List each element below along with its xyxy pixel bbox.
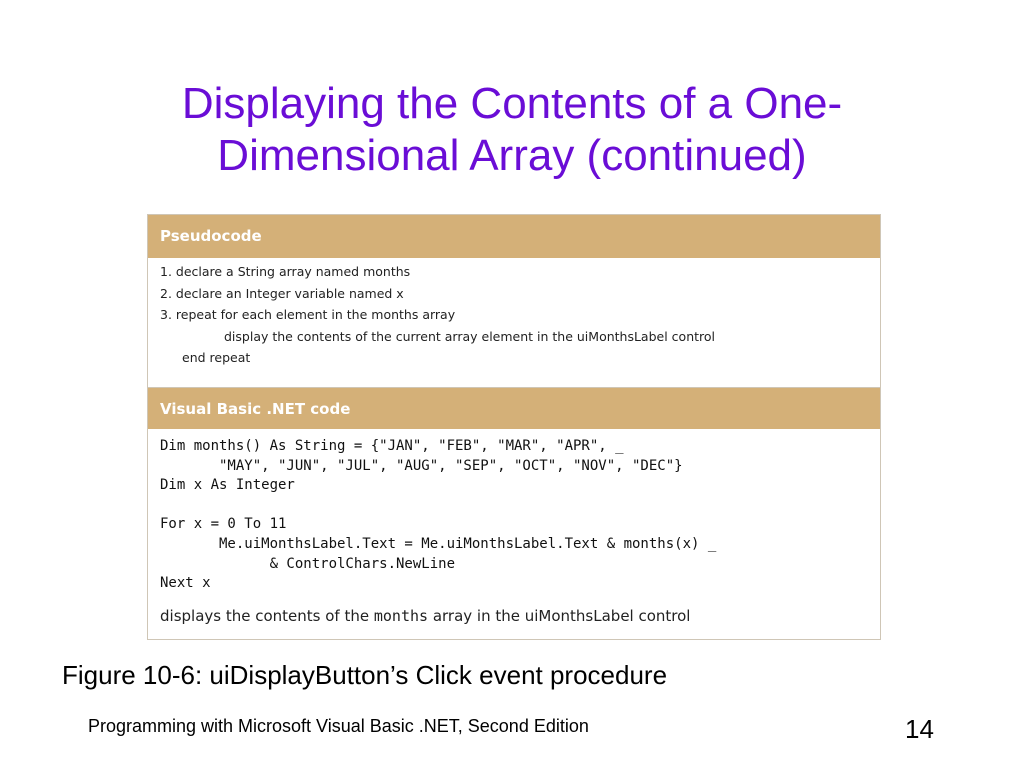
code-caption-text-end: array in the uiMonthsLabel control bbox=[428, 607, 691, 625]
code-line: For x = 0 To 11 bbox=[160, 516, 287, 533]
code-line: Me.uiMonthsLabel.Text = Me.uiMonthsLabel.Text & months(x) _ bbox=[160, 535, 717, 552]
code-line bbox=[160, 496, 875, 516]
slide-title-line-1: Displaying the Contents of a One- bbox=[181, 79, 843, 128]
vb-code-header: Visual Basic .NET code bbox=[148, 387, 880, 429]
slide-title bbox=[40, 78, 984, 182]
code-line: Dim months() As String = {"JAN", "FEB", "MAR", "APR", _ bbox=[160, 438, 624, 454]
code-block bbox=[160, 437, 875, 594]
figure-caption: Figure 10-6: uiDisplayButton’s Click event procedure bbox=[62, 660, 668, 690]
pseudocode-line: 3. repeat for each element in the months array bbox=[160, 307, 456, 322]
pseudocode-header: Pseudocode bbox=[148, 215, 880, 258]
code-caption-identifier: months bbox=[373, 607, 429, 625]
pseudocode-list bbox=[160, 261, 870, 369]
pseudocode-line: end repeat bbox=[182, 350, 251, 365]
figure-panel bbox=[147, 214, 881, 640]
code-line: "MAY", "JUN", "JUL", "AUG", "SEP", "OCT", "NOV", "DEC"} bbox=[160, 457, 683, 474]
code-line: Next x bbox=[160, 575, 211, 592]
pseudocode-line: display the contents of the current array element in the uiMonthsLabel control bbox=[224, 328, 715, 344]
footer-text: Programming with Microsoft Visual Basic .NET, Second Edition bbox=[88, 716, 589, 736]
code-line: Dim x As Integer bbox=[160, 477, 295, 494]
slide-title-line-2: Dimensional Array (continued) bbox=[217, 131, 807, 180]
page-number: 14 bbox=[905, 714, 934, 744]
pseudocode-line: 2. declare an Integer variable named x bbox=[160, 285, 404, 301]
pseudocode-line: 1. declare a String array named months bbox=[160, 264, 411, 279]
code-caption bbox=[160, 607, 875, 625]
code-caption-text: displays the contents of the bbox=[160, 607, 374, 625]
code-line: & ControlChars.NewLine bbox=[160, 555, 456, 572]
